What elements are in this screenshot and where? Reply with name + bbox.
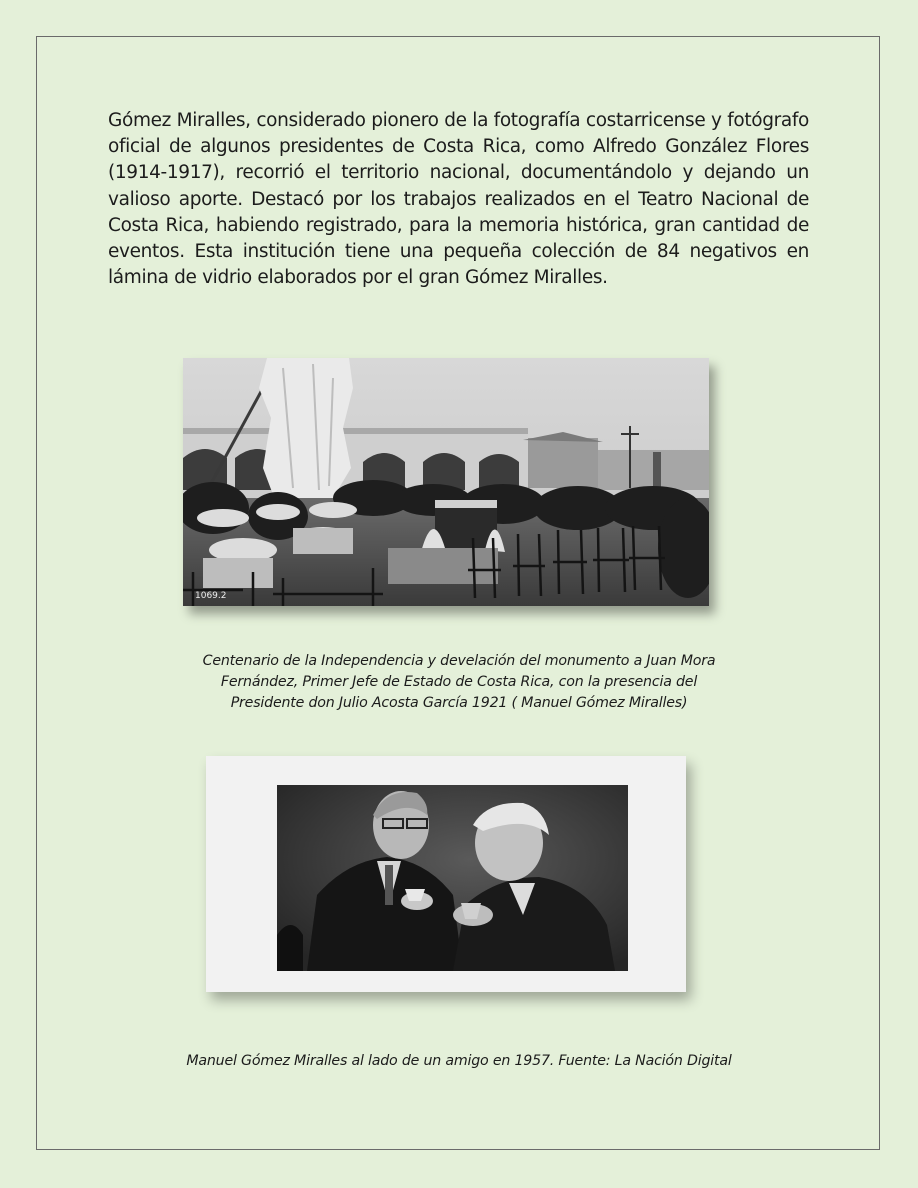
photo1-caption: [100, 651, 818, 714]
caption-line: Presidente don Julio Acosta García 1921 ( Manuel Gómez Miralles): [230, 695, 688, 711]
photo-mat: [206, 756, 686, 992]
monument-unveiling-photo: [183, 358, 709, 606]
gomez-miralles-friend-photo: [277, 785, 628, 971]
caption-line: Fernández, Primer Jefe de Estado de Costa Rica, con la presencia del: [220, 674, 698, 690]
photo2-caption: Manuel Gómez Miralles al lado de un amigo en 1957. Fuente: La Nación Digital: [186, 1053, 732, 1069]
caption-line: Centenario de la Independencia y develación del monumento a Juan Mora: [202, 653, 716, 669]
body-paragraph: Gómez Miralles, considerado pionero de la fotografía costarricense y fotógrafo oficial de algunos presidentes de Costa Rica, como Alfredo González Flores (1914-1917), recorrió el territorio nacional, documentándolo y dejando un valioso aporte. Destacó por los trabajos realizados en el Teatro Nacional de Costa Rica, habiendo registrado, para la memoria histórica, gran cantidad de eventos. Esta institución tiene una pequeña colección de 84 negativos en lámina de vidrio elaborados por el gran Gómez Miralles.: [108, 110, 809, 289]
negative-number: 1069.2: [195, 591, 227, 601]
